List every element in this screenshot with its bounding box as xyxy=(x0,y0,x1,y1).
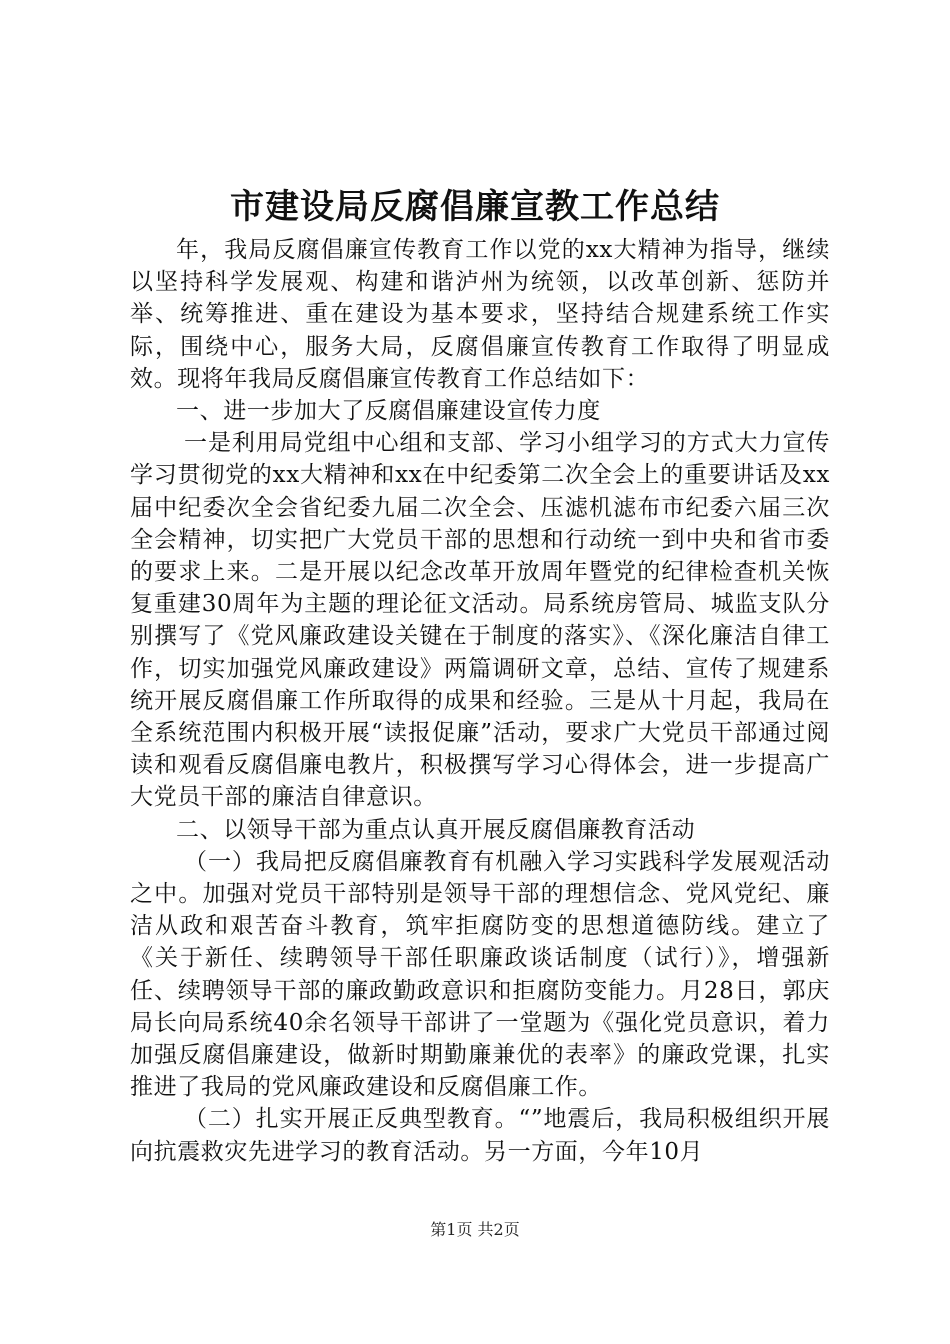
section-heading-2: 二、以领导干部为重点认真开展反腐倡廉教育活动 xyxy=(176,816,696,843)
document-body xyxy=(130,234,830,1168)
paragraph-section-2-part-2: （二）扎实开展正反典型教育。“”地震后，我局积极组织开展向抗震救灾先进学习的教育活动。另一方面，今年10月 xyxy=(130,1106,830,1165)
paragraph-intro: 年，我局反腐倡廉宣传教育工作以党的xx大精神为指导，继续以坚持科学发展观、构建和谐泸州为统领，以改革创新、惩防并举、统筹推进、重在建设为基本要求，坚持结合规建系统工作实际，围绕中心，服务大局，反腐倡廉宣传教育工作取得了明显成效。现将年我局反腐倡廉宣传教育工作总结如下： xyxy=(130,237,830,392)
paragraph-section-2-part-1: （一）我局把反腐倡廉教育有机融入学习实践科学发展观活动之中。加强对党员干部特别是领导干部的理想信念、党风党纪、廉洁从政和艰苦奋斗教育，筑牢拒腐防变的思想道德防线。建立了《关于新任、续聘领导干部任职廉政谈话制度（试行）》，增强新任、续聘领导干部的廉政勤政意识和拒腐防变能力。月28日，郭庆局长向局系统40余名领导干部讲了一堂题为《强化党员意识，着力加强反腐倡廉建设，做新时期勤廉兼优的表率》的廉政党课，扎实推进了我局的党风廉政建设和反腐倡廉工作。 xyxy=(130,848,830,1101)
page-footer: 第1页 共2页 xyxy=(430,1220,520,1239)
section-heading-1: 一、进一步加大了反腐倡廉建设宣传力度 xyxy=(176,398,601,425)
paragraph-section-1: 一是利用局党组中心组和支部、学习小组学习的方式大力宣传学习贯彻党的xx大精神和xx在中纪委第二次全会上的重要讲话及xx届中纪委次全会省纪委九届二次全会、压滤机滤布市纪委六届三次全会精神，切实把广大党员干部的思想和行动统一到中央和省市委的要求上来。二是开展以纪念改革开放周年暨党的纪律检查机关恢复重建30周年为主题的理论征文活动。局系统房管局、城监支队分别撰写了《党风廉政建设关键在于制度的落实》、《深化廉洁自律工作，切实加强党风廉政建设》两篇调研文章，总结、宣传了规建系统开展反腐倡廉工作所取得的成果和经验。三是从十月起，我局在全系统范围内积极开展“读报促廉”活动，要求广大党员干部通过阅读和观看反腐倡廉电教片，积极撰写学习心得体会，进一步提高广大党员干部的廉洁自律意识。 xyxy=(130,430,830,811)
document-title: 市建设局反腐倡廉宣教工作总结 xyxy=(230,187,720,227)
